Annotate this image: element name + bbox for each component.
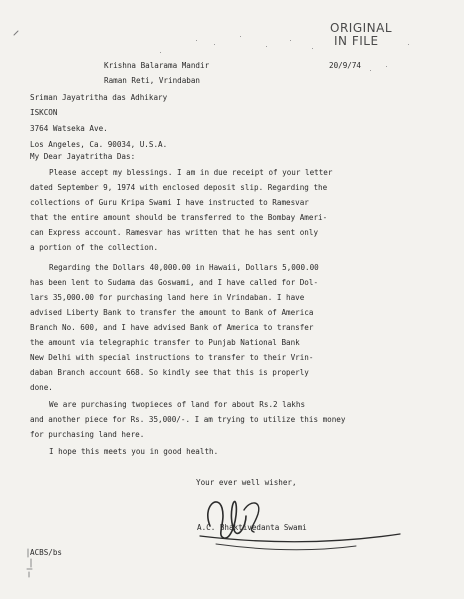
stamp-line-2: IN FILE <box>334 34 379 48</box>
scan-speck <box>266 46 267 47</box>
address-line-3: 3764 Watseka Ave. <box>30 124 108 133</box>
body-line: for purchasing land here. <box>30 430 145 439</box>
original-in-file-stamp <box>330 22 392 48</box>
address-line-2: ISKCON <box>30 108 58 117</box>
body-line: collections of Guru Kripa Swami I have instructed to Ramesvar <box>30 198 309 207</box>
body-line: advised Liberty Bank to transfer the amount to Bank of America <box>30 308 314 317</box>
scan-speck <box>386 66 387 67</box>
body-line: can Express account. Ramesvar has written that he has sent only <box>30 228 319 237</box>
body-line: lars 35,000.00 for purchasing land here in Vrindaban. I have <box>30 293 305 302</box>
body-line: Regarding the Dollars 40,000.00 in Hawaii, Dollars 5,000.00 <box>49 263 319 272</box>
closing: Your ever well wisher, <box>196 478 297 487</box>
scan-speck <box>290 40 291 41</box>
initials: ACBS/bs <box>30 548 63 557</box>
body-line: dated September 9, 1974 with enclosed deposit slip. Regarding the <box>30 183 328 192</box>
scan-speck <box>370 70 371 71</box>
body-line: that the entire amount should be transferred to the Bombay Ameri- <box>30 213 328 222</box>
body-line: a portion of the collection. <box>30 243 159 252</box>
body-line: the amount via telegraphic transfer to Punjab National Bank <box>30 338 300 347</box>
stamp-line-1: ORIGINAL <box>330 21 393 35</box>
letterhead-place: Raman Reti, Vrindaban <box>104 76 201 85</box>
scan-speck <box>312 48 313 49</box>
scan-speck <box>214 44 215 45</box>
body-line: New Delhi with special instructions to transfer to their Vrin- <box>30 353 314 362</box>
letterhead-org: Krishna Balarama Mandir <box>104 61 210 70</box>
letter-date: 20/9/74 <box>329 61 362 70</box>
scan-speck <box>160 52 161 53</box>
corner-tick-mark <box>12 28 22 38</box>
body-line: I hope this meets you in good health. <box>49 447 219 456</box>
body-line: We are purchasing twopieces of land for about Rs.2 lakhs <box>49 400 306 409</box>
address-line-1: Sriman Jayatritha das Adhikary <box>30 93 168 102</box>
scan-speck <box>240 36 241 37</box>
body-line: has been lent to Sudama das Goswami, and I have called for Dol- <box>30 278 319 287</box>
handwritten-signature <box>180 486 410 556</box>
body-line: and another piece for Rs. 35,000/-. I am trying to utilize this money <box>30 415 346 424</box>
signature-name: A.C. Bhaktivedanta Swami <box>197 523 307 532</box>
scan-speck <box>196 40 197 41</box>
address-line-4: Los Angeles, Ca. 90034, U.S.A. <box>30 140 168 149</box>
body-line: done. <box>30 383 53 392</box>
body-line: Branch No. 600, and I have advised Bank of America to transfer <box>30 323 314 332</box>
body-line: Please accept my blessings. I am in due receipt of your letter <box>49 168 333 177</box>
scan-speck <box>408 44 409 45</box>
filing-mark <box>22 545 38 579</box>
body-line: daban Branch account 668. So kindly see that this is properly <box>30 368 309 377</box>
salutation: My Dear Jayatritha Das: <box>30 152 136 161</box>
